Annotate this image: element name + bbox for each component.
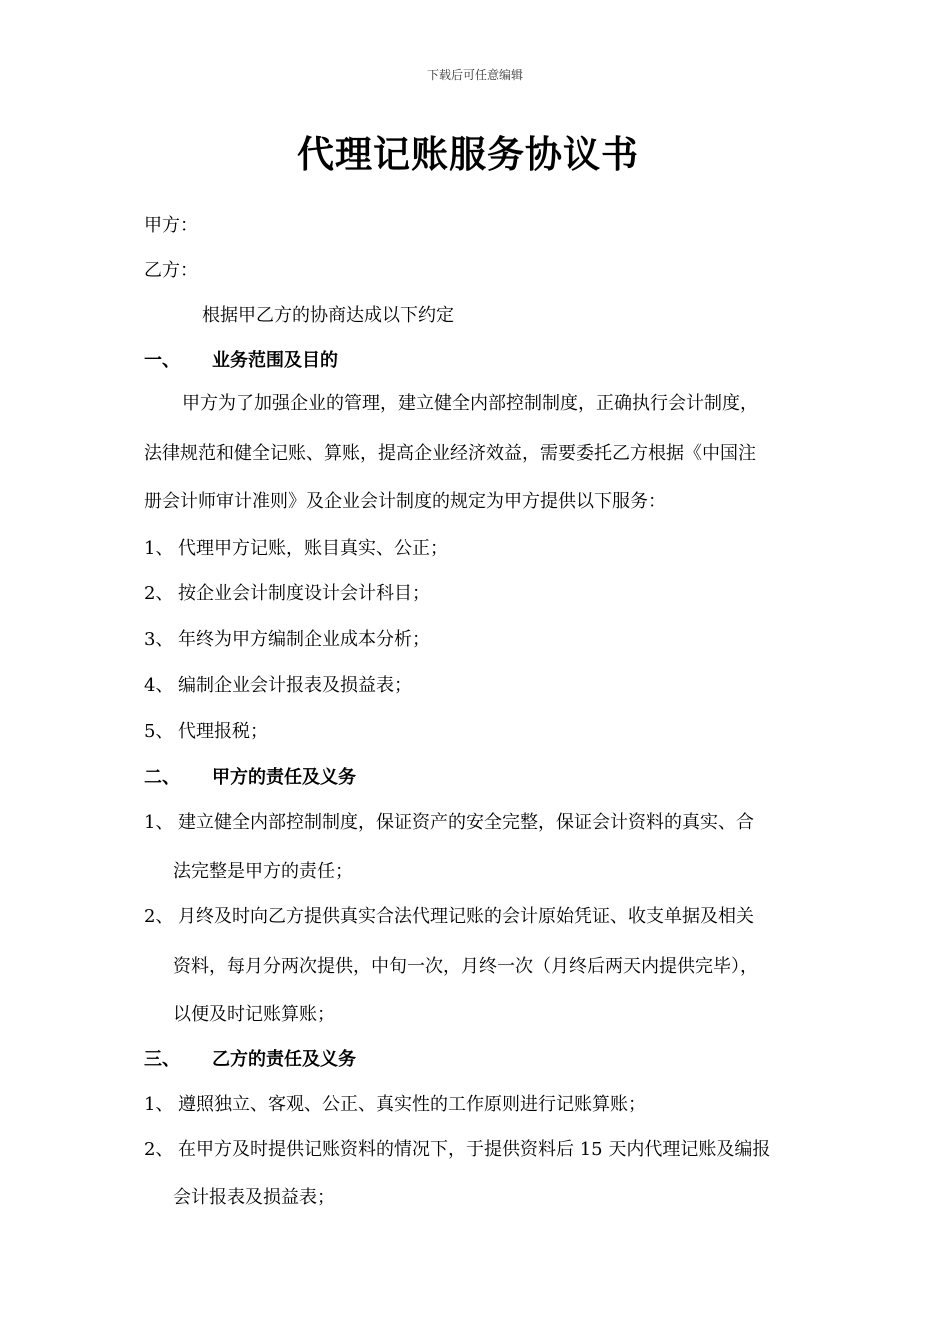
list-item bbox=[144, 1093, 646, 1117]
list-item-text: 按企业会计制度设计会计科目； bbox=[178, 583, 430, 604]
list-item-text: 编制企业会计报表及损益表； bbox=[178, 675, 412, 696]
list-item-number: 5、 bbox=[144, 721, 174, 742]
list-item-text: 在甲方及时提供记账资料的情况下，于提供资料后 15 天内代理记账及编报 bbox=[178, 1139, 771, 1160]
list-item bbox=[144, 628, 430, 652]
list-item-number: 3、 bbox=[144, 629, 174, 650]
document-title: 代理记账服务协议书 bbox=[297, 132, 639, 176]
list-item bbox=[144, 582, 430, 606]
list-item bbox=[144, 537, 448, 561]
paragraph-line: 法律规范和健全记账、算账，提高企业经济效益，需要委托乙方根据《中国注 bbox=[144, 443, 756, 464]
section-number: 三、 bbox=[144, 1049, 180, 1070]
list-item-number: 1、 bbox=[144, 812, 174, 833]
section-title: 乙方的责任及义务 bbox=[212, 1049, 356, 1070]
list-item-number: 2、 bbox=[144, 583, 174, 604]
list-item-number: 1、 bbox=[144, 1094, 174, 1115]
list-item bbox=[144, 674, 412, 698]
party-b-label: 乙方： bbox=[144, 260, 198, 281]
list-item bbox=[144, 905, 754, 929]
list-item-text: 遵照独立、客观、公正、真实性的工作原则进行记账算账； bbox=[178, 1094, 646, 1115]
list-item-continuation: 法完整是甲方的责任； bbox=[173, 861, 353, 882]
section-heading bbox=[144, 349, 338, 373]
list-item-continuation: 以便及时记账算账； bbox=[173, 1004, 335, 1025]
list-item-continuation: 会计报表及损益表； bbox=[173, 1187, 335, 1208]
list-item bbox=[144, 1138, 770, 1162]
section-heading bbox=[144, 766, 356, 790]
list-item-number: 4、 bbox=[144, 675, 174, 696]
list-item-text: 代理甲方记账，账目真实、公正； bbox=[178, 538, 448, 559]
section-title: 业务范围及目的 bbox=[212, 350, 338, 371]
list-item bbox=[144, 720, 268, 744]
list-item bbox=[144, 811, 754, 835]
list-item-text: 代理报税； bbox=[178, 721, 268, 742]
list-item-number: 2、 bbox=[144, 906, 174, 927]
section-number: 二、 bbox=[144, 767, 180, 788]
paragraph-line: 册会计师审计准则》及企业会计制度的规定为甲方提供以下服务： bbox=[144, 491, 666, 512]
section-number: 一、 bbox=[144, 350, 180, 371]
list-item-text: 年终为甲方编制企业成本分析； bbox=[178, 629, 430, 650]
list-item-continuation: 资料，每月分两次提供，中旬一次，月终一次（月终后两天内提供完毕）， bbox=[173, 956, 758, 977]
list-item-text: 月终及时向乙方提供真实合法代理记账的会计原始凭证、收支单据及相关 bbox=[178, 906, 754, 927]
header-note: 下载后可任意编辑 bbox=[426, 68, 523, 82]
list-item-number: 1、 bbox=[144, 538, 174, 559]
intro-text: 根据甲乙方的协商达成以下约定 bbox=[202, 305, 454, 326]
party-a-label: 甲方： bbox=[144, 215, 198, 236]
list-item-text: 建立健全内部控制制度，保证资产的安全完整，保证会计资料的真实、合 bbox=[178, 812, 754, 833]
list-item-number: 2、 bbox=[144, 1139, 174, 1160]
section-title: 甲方的责任及义务 bbox=[212, 767, 356, 788]
paragraph-line: 甲方为了加强企业的管理，建立健全内部控制制度，正确执行会计制度， bbox=[182, 393, 758, 414]
section-heading bbox=[144, 1048, 356, 1072]
